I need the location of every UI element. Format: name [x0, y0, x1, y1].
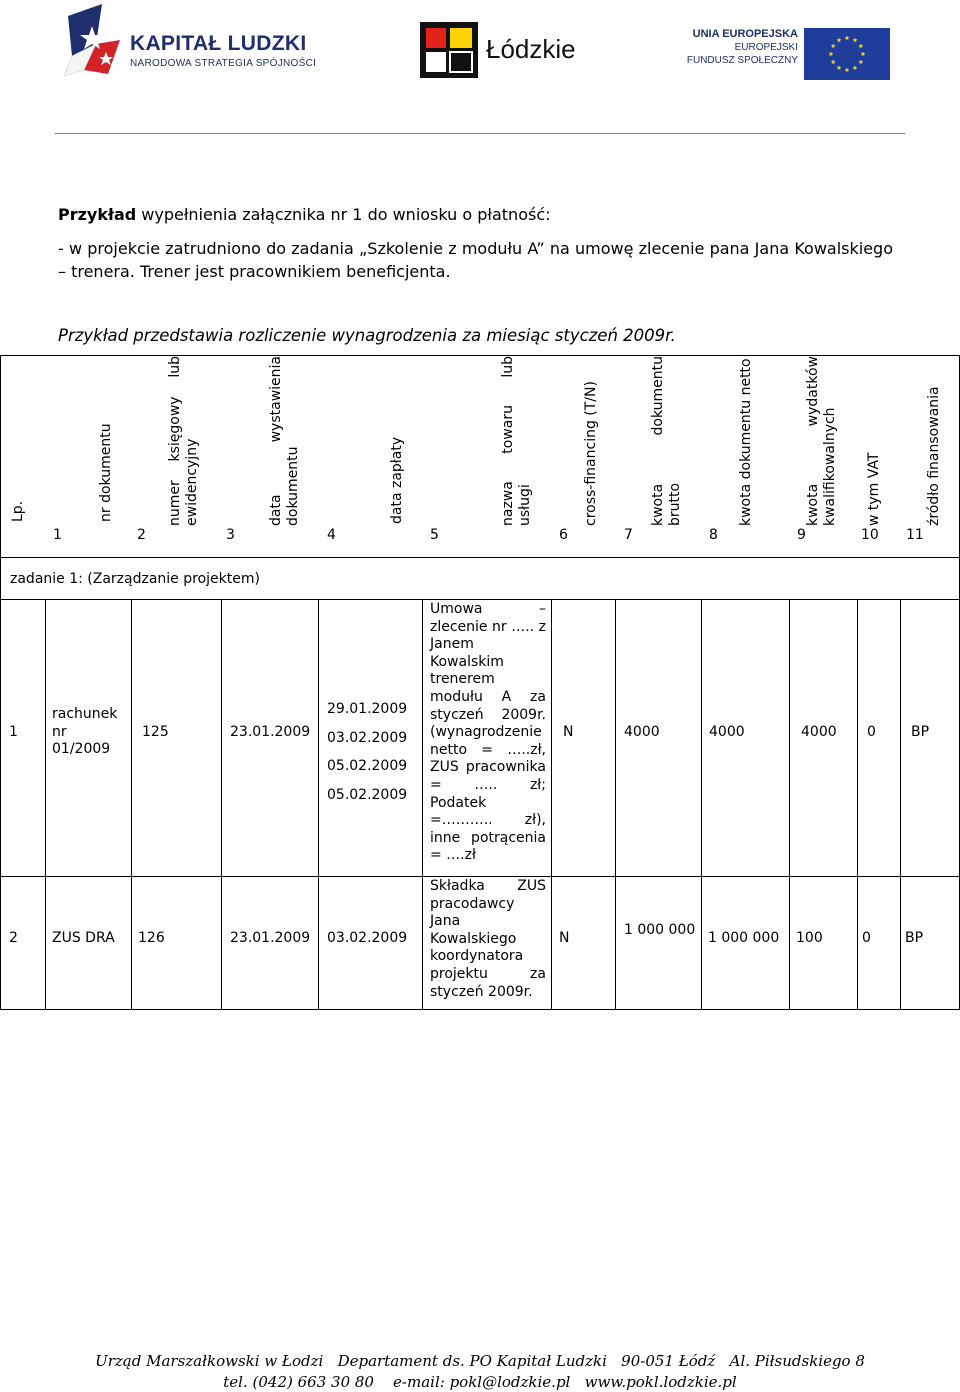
table-line — [318, 599, 319, 1009]
cell-vat: 0 — [862, 930, 871, 946]
cell-cross-financing: N — [563, 724, 574, 740]
cell-cross-financing: N — [559, 930, 570, 946]
example-heading — [58, 205, 893, 224]
header-zrodlo: źródło finansowania — [926, 386, 942, 526]
example-bold: Przykład — [58, 205, 137, 224]
table-line — [422, 599, 423, 1009]
payment-date: 29.01.2009 — [327, 701, 408, 717]
column-number: 5 — [430, 527, 439, 543]
table-line — [221, 599, 222, 1009]
eu-line1: UNIA EUROPEJSKA — [692, 28, 798, 40]
table-line — [45, 599, 46, 1009]
cell-numer-ksiegowy: 125 — [142, 724, 169, 740]
table-line — [0, 599, 960, 600]
cell-kwota-netto: 1 000 000 — [708, 930, 780, 946]
lodzkie-emblem — [420, 22, 478, 78]
table-line — [615, 599, 616, 1009]
cell-data-wystawienia: 23.01.2009 — [230, 930, 311, 946]
column-number: 3 — [226, 527, 235, 543]
eu-logo-text — [687, 28, 798, 67]
footer-contact: tel. (042) 663 30 80 e-mail: pokl@lodzkie.pl www.pokl.lodzkie.pl — [223, 1373, 737, 1391]
header-vat: w tym VAT — [866, 452, 882, 526]
eu-flag-icon — [804, 28, 890, 80]
table-line — [0, 557, 1, 1009]
column-number: 7 — [624, 527, 633, 543]
cell-data-zaplaty: 03.02.2009 — [327, 930, 408, 946]
cell-data-wystawienia: 23.01.2009 — [230, 724, 311, 740]
header-nr-dokumentu: nr dokumentu — [98, 423, 114, 522]
cell-kwota-kwalifikowalnych: 100 — [796, 930, 823, 946]
header-kwota-brutto: kwota dokumentu brutto — [650, 356, 683, 526]
kapital-ludzki-logo — [60, 4, 330, 84]
table-line — [701, 599, 702, 1009]
table-line — [900, 599, 901, 1009]
header-kwota-kwalifikowalnych: kwota wydatków kwalifikowalnych — [805, 356, 838, 526]
table-line — [131, 599, 132, 1009]
cell-kwota-brutto: 1 000 000 — [624, 922, 696, 938]
example-rest: wypełnienia załącznika nr 1 do wniosku o płatność: — [136, 205, 551, 224]
kapital-ludzki-emblem — [62, 4, 124, 82]
header-data-wystawienia: data wystawienia dokumentu — [268, 356, 301, 526]
kapital-ludzki-title: KAPITAŁ LUDZKI — [130, 32, 307, 55]
cell-data-zaplaty — [327, 695, 407, 809]
column-number: 8 — [709, 527, 718, 543]
cell-lp: 1 — [9, 724, 18, 740]
lodzkie-name: Łódzkie — [486, 34, 576, 64]
column-number: 4 — [327, 527, 336, 543]
payment-date: 05.02.2009 — [327, 758, 408, 774]
table-line — [0, 1009, 960, 1010]
column-number: 2 — [137, 527, 146, 543]
kapital-ludzki-subtitle: NARODOWA STRATEGIA SPÓJNOŚCI — [130, 58, 317, 69]
table-line — [0, 557, 960, 558]
payment-date: 05.02.2009 — [327, 786, 408, 803]
cell-zrodlo: BP — [905, 930, 924, 946]
cell-zrodlo: BP — [911, 724, 930, 740]
header-data-zaplaty: data zapłaty — [389, 436, 405, 524]
example-paragraph: - w projekcie zatrudniono do zadania „Szkolenie z modułu A” na umowę zlecenie pana Jana Kowalskiego – trenera. Trener jest pracownikiem beneficjenta. — [58, 239, 893, 281]
table-line — [789, 599, 790, 1009]
section-label: zadanie 1: (Zarządzanie projektem) — [10, 571, 260, 587]
cell-nr-dokumentu: ZUS DRA — [52, 930, 115, 946]
column-number: 11 — [906, 527, 924, 543]
table-line — [0, 355, 1, 557]
column-number: 9 — [797, 527, 806, 543]
cell-numer-ksiegowy: 126 — [138, 930, 165, 946]
footer-address: Urząd Marszałkowski w Łodzi Departament ds. PO Kapitał Ludzki 90-051 Łódź Al. Piłsudskiego 8 — [95, 1352, 865, 1370]
payment-date: 03.02.2009 — [327, 729, 408, 746]
cell-nazwa: Umowa – zlecenie nr ….. z Janem Kowalskim trenerem modułu A za styczeń 2009r. (wynagrodzenie netto = …..zł, ZUS pracownika = ….. zł; Podatek =……….. zł), inne potrącenia = ….zł — [430, 601, 546, 864]
cell-vat: 0 — [867, 724, 876, 740]
cell-kwota-netto: 4000 — [709, 724, 745, 740]
cell-kwota-kwalifikowalnych: 4000 — [801, 724, 837, 740]
cell-lp: 2 — [9, 930, 18, 946]
eu-line3: FUNDUSZ SPOŁECZNY — [686, 55, 798, 66]
eu-logo — [680, 28, 890, 80]
header-divider — [55, 133, 905, 134]
lodzkie-logo — [420, 22, 620, 80]
header-kwota-netto: kwota dokumentu netto — [738, 358, 754, 526]
header-numer-ksiegowy: numer księgowy lub ewidencyjny — [167, 356, 200, 526]
table-line — [551, 599, 552, 1009]
column-number: 6 — [559, 527, 568, 543]
header-lp: Lp. — [10, 500, 26, 522]
cell-nr-dokumentu: rachunek nr 01/2009 — [52, 706, 118, 758]
column-number: 10 — [861, 527, 879, 543]
table-line — [857, 599, 858, 1009]
eu-line2: EUROPEJSKI — [734, 42, 798, 53]
header-cross-financing: cross-financing (T/N) — [583, 381, 599, 526]
header-nazwa: nazwa towaru lub usługi — [500, 356, 533, 526]
column-number: 1 — [53, 527, 62, 543]
cell-kwota-brutto: 4000 — [624, 724, 660, 740]
cell-nazwa: Składka ZUS pracodawcy Jana Kowalskiego koordynatora projektu za styczeń 2009r. — [430, 878, 546, 1000]
table-line — [0, 876, 960, 877]
example-note: Przykład przedstawia rozliczenie wynagrodzenia za miesiąc styczeń 2009r. — [58, 326, 676, 345]
